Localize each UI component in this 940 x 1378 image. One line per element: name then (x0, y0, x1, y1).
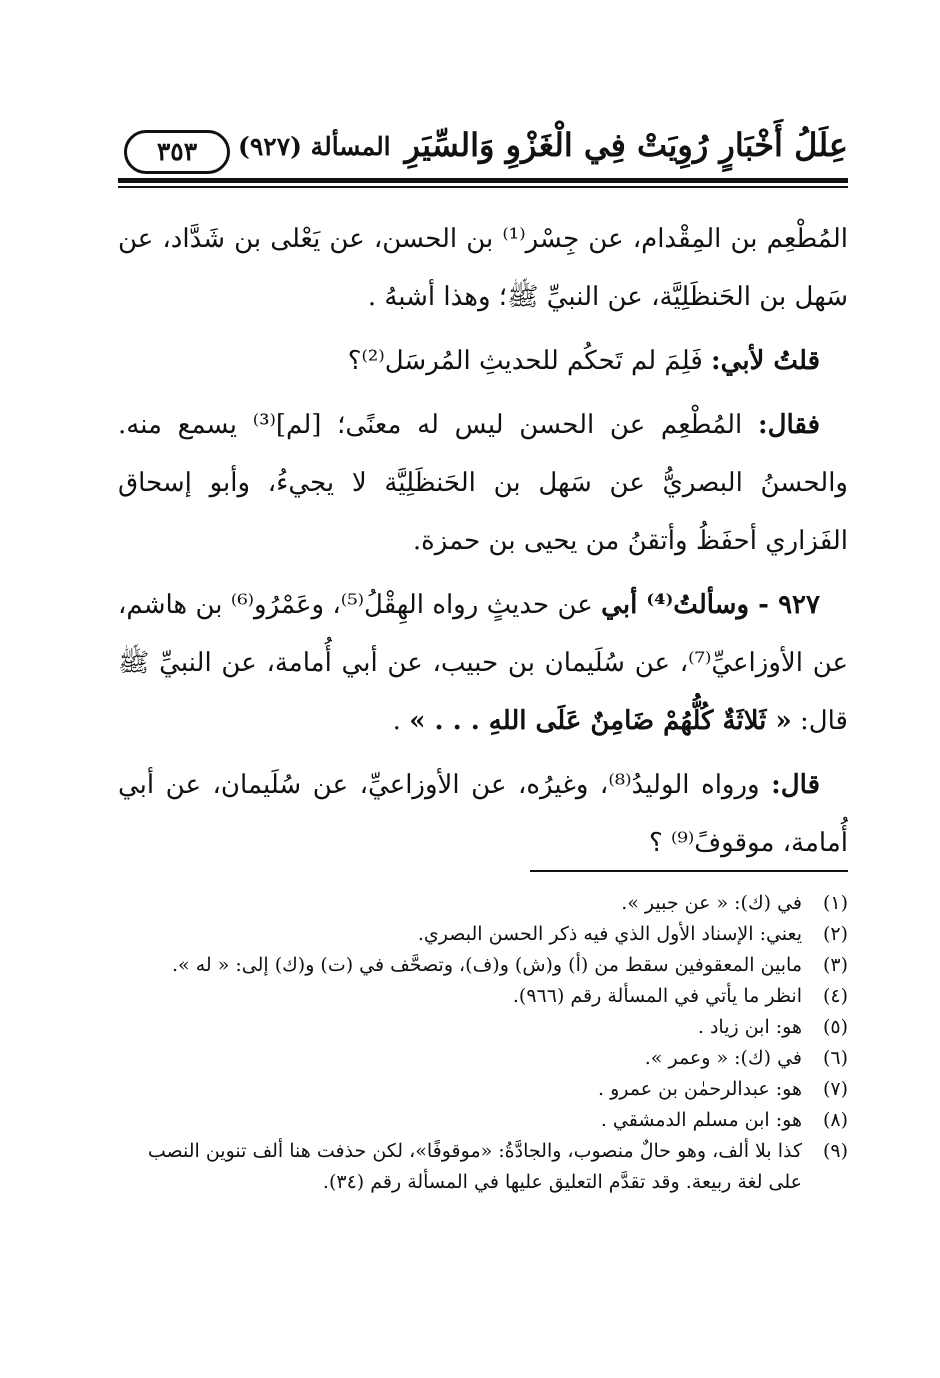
footnote-item (118, 950, 848, 981)
issue-end: . (392, 706, 410, 736)
footnote-item (118, 1043, 848, 1074)
hadith-text: « ثَلاثَةٌ كُلُّهُمْ ضَامِنٌ عَلَى اللهِ . . . » (409, 706, 792, 736)
footnote-number: (٨) (822, 1109, 848, 1131)
footnote-text: هو: ابن زياد . (697, 1016, 802, 1038)
answer-text: المُطْعِم عن الحسن ليس له معنًى؛ [لم]⁽³⁾ يسمع منه. والحسنُ البصريُّ عن سَهل بن الحَنظَلِيَّة لا يجيءُ، وأبو إسحاق الفَزاري أحفَظُ وأتقنُ من يحيى بن حمزة. (118, 410, 848, 556)
narration-text: ورواه الوليدُ⁽⁸⁾، وغيرُه، عن الأوزاعيِّ، عن سُلَيمان، عن أبي أُمامة، موقوفً⁽⁹⁾ ؟ (118, 770, 848, 858)
footnote-text: يعني: الإسناد الأول الذي فيه ذكر الحسن البصري. (417, 923, 802, 945)
footnote-number: (٧) (822, 1078, 848, 1100)
footnote-text: في (ك): « وعمر ». (644, 1047, 802, 1069)
book-title: عِلَلُ أَخْبَارٍ رُوِيَتْ فِي الْغَزْوِ وَالسِّيَرِ (404, 126, 848, 164)
footnote-text: هو: ابن مسلم الدمشقي . (600, 1109, 802, 1131)
paragraph-chain (118, 210, 848, 326)
footnote-text: كذا بلا ألف، وهو حالٌ منصوب، والجادَّةُ: «موقوفًا»، لكن حذفت هنا ألف تنوين النصب على لغة ربيعة. وقد تقدَّم التعليق عليها في المسألة رقم (٣٤). (147, 1140, 802, 1193)
footnote-item (118, 1136, 848, 1198)
paragraph-text: المُطْعِم بن المِقْدام، عن جِسْر⁽¹⁾ بن الحسن، عن يَعْلى بن شَدَّاد، عن سَهل بن الحَنظَلِيَّة، عن النبيِّ ﷺ؛ وهذا أشبهُ . (118, 224, 848, 312)
question-text: فَلِمَ لم تَحكُم للحديثِ المُرسَل⁽²⁾؟ (347, 346, 703, 376)
paragraph-narration (118, 756, 848, 872)
footnote-number: (١) (822, 892, 848, 914)
footnote-item (118, 888, 848, 919)
footnote-text: انظر ما يأتي في المسألة رقم (٩٦٦). (512, 985, 802, 1007)
footnotes (118, 888, 848, 1198)
page-number: ٣٥٣ (124, 130, 230, 174)
footnote-item (118, 919, 848, 950)
issue-number: المسألة (٩٢٧) (238, 132, 391, 161)
footnote-text: هو: عبدالرحمٰن بن عمرو . (598, 1078, 802, 1100)
footnote-item (118, 981, 848, 1012)
paragraph-answer (118, 396, 848, 570)
footnote-number: (٥) (822, 1016, 848, 1038)
footnote-item (118, 1012, 848, 1043)
paragraph-issue-927 (118, 576, 848, 750)
footnote-item (118, 1074, 848, 1105)
issue-lead: ٩٢٧ - وسألتُ⁽⁴⁾ أبي (601, 590, 820, 620)
footnote-number: (٦) (822, 1047, 848, 1069)
paragraph-question (118, 332, 848, 390)
page-header (118, 122, 848, 178)
narration-lead: قال: (771, 770, 821, 800)
answer-lead: فقال: (758, 410, 821, 440)
footnote-number: (٢) (822, 923, 848, 945)
footnote-number: (٣) (822, 954, 848, 976)
main-text (118, 210, 848, 878)
footnote-text: مابين المعقوفين سقط من (أ) و(ش) و(ف)، وتصحَّف في (ت) و(ك) إلى: « له ». (172, 954, 802, 976)
footnote-number: (٤) (822, 985, 848, 1007)
question-lead: قلتُ لأبي: (711, 346, 820, 376)
footnote-text: في (ك): « عن جبير ». (621, 892, 802, 914)
header-rule-thick (118, 178, 848, 183)
footnote-item (118, 1105, 848, 1136)
footnote-number: (٩) (822, 1140, 848, 1162)
issue-text: عن حديثٍ رواه الهِقْلُ⁽⁵⁾، وعَمْرُو⁽⁶⁾ بن هاشم، عن الأوزاعيِّ⁽⁷⁾، عن سُلَيمان بن حبيب، عن أبي أُمامة، عن النبيِّ ﷺ قال: (118, 590, 848, 736)
header-rule-thin (118, 186, 848, 188)
footnote-separator (530, 870, 848, 872)
